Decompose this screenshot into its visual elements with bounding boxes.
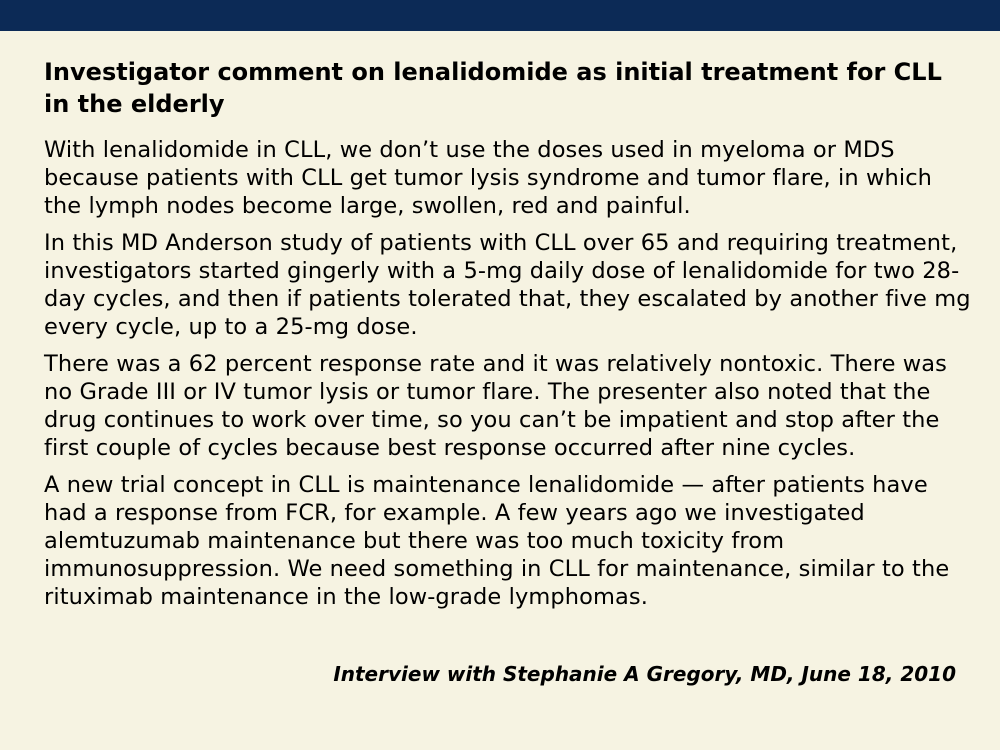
paragraph-dose-rationale: With lenalidomide in CLL, we don’t use the doses used in myeloma or MDS because patients with CLL get tumor lysis syndrome and tumor flare, in which the lymph nodes become large, swollen, red and painful. — [44, 137, 933, 219]
slide-body — [44, 136, 974, 620]
paragraph-study-design: In this MD Anderson study of patients with CLL over 65 and requiring treatment, investigators started gingerly with a 5-mg daily dose of lenalidomide for two 28-day cycles, and then if patients tolerated that, they escalated by another five mg every cycle, up to a 25-mg dose. — [44, 230, 971, 340]
paragraph-maintenance: A new trial concept in CLL is maintenance lenalidomide — after patients have had a response from FCR, for example. A few years ago we investigated alemtuzumab maintenance but there was too much toxicity from immunosuppression. We need something in CLL for maintenance, similar to the rituximab maintenance in the low-grade lymphomas. — [44, 472, 950, 610]
header-bar — [0, 0, 1000, 31]
paragraph-results: There was a 62 percent response rate and it was relatively nontoxic. There was no Grade III or IV tumor lysis or tumor flare. The presenter also noted that the drug continues to work over time, so you can’t be impatient and stop after the first couple of cycles because best response occurred after nine cycles. — [44, 351, 948, 461]
citation: Interview with Stephanie A Gregory, MD, June 18, 2010 — [333, 662, 956, 686]
slide-title: Investigator comment on lenalidomide as initial treatment for CLL in the elderly — [44, 58, 942, 118]
